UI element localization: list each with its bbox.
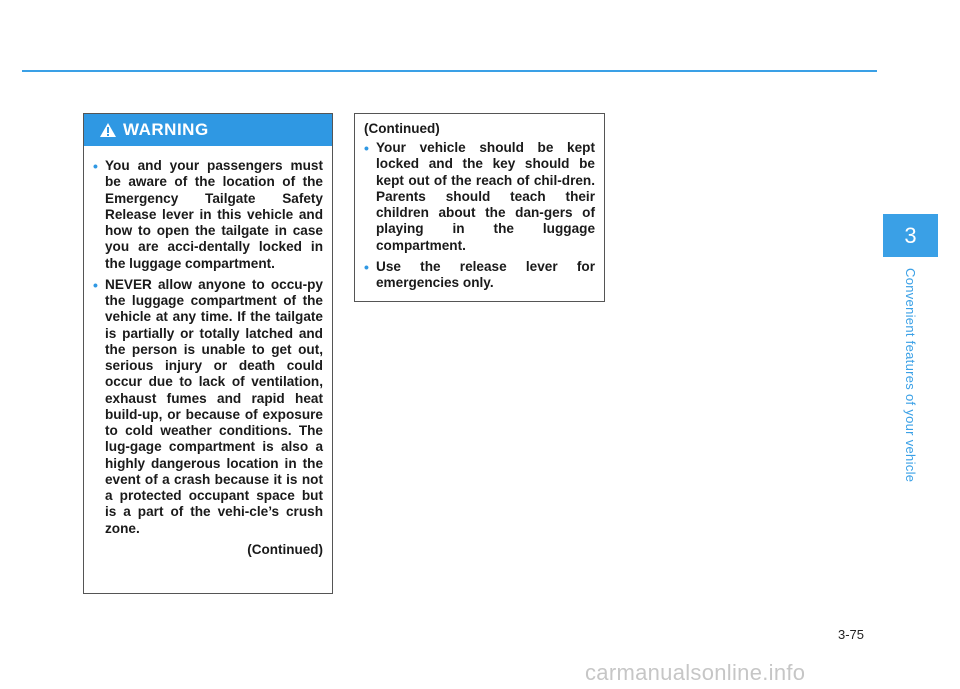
warning-bullet-text: NEVER allow anyone to occu-py the luggage compartment of the vehicle at any time. If the tailgate is partially or totally latched and the person is unable to get out, serious injury or death could occur due to lack of ventilation, exhaust fumes and rapid heat build-up, or because of exposure to cold weather conditions. The lug-gage compartment is also a highly dangerous location in the event of a crash because it is not a protected occupant space but is a part of the vehi-cle’s crush zone. (105, 276, 323, 536)
warning-box (83, 113, 333, 594)
chapter-number: 3 (904, 222, 917, 248)
warning-bullet (364, 259, 595, 292)
page-number: 3-75 (838, 627, 865, 642)
continued-label: (Continued) (364, 121, 440, 136)
bullet-dot-icon: • (93, 276, 98, 293)
continued-warning-box (354, 113, 605, 302)
chapter-tab (883, 214, 938, 257)
bullet-dot-icon: • (364, 258, 369, 275)
warning-header (84, 114, 332, 146)
warning-bullet (93, 158, 323, 272)
watermark: carmanualsonline.info (585, 660, 806, 685)
bullet-dot-icon: • (364, 140, 369, 157)
warning-bullet-text: Your vehicle should be kept locked and the key should be kept out of the reach of chil-dren. Parents should teach their children about the dan-gers of playing in the luggage compartment. (376, 140, 595, 253)
chapter-title-vertical (904, 268, 920, 492)
warning-bullet-text: Use the release lever for emergencies only. (376, 258, 595, 291)
top-divider (22, 70, 877, 72)
bullet-dot-icon: • (93, 158, 98, 174)
continued-label: (Continued) (247, 541, 323, 557)
chapter-title: Convenient features of your vehicle (903, 268, 918, 483)
warning-triangle-icon (99, 122, 117, 138)
warning-title: WARNING (123, 120, 209, 139)
warning-bullet (364, 140, 595, 254)
warning-bullet-text: You and your passengers must be aware of the location of the Emergency Tailgate Safety Release lever in this vehicle and how to open the tailgate in case you are acci-dentally locked in the luggage compartment. (105, 158, 323, 271)
warning-bullet (93, 277, 323, 537)
